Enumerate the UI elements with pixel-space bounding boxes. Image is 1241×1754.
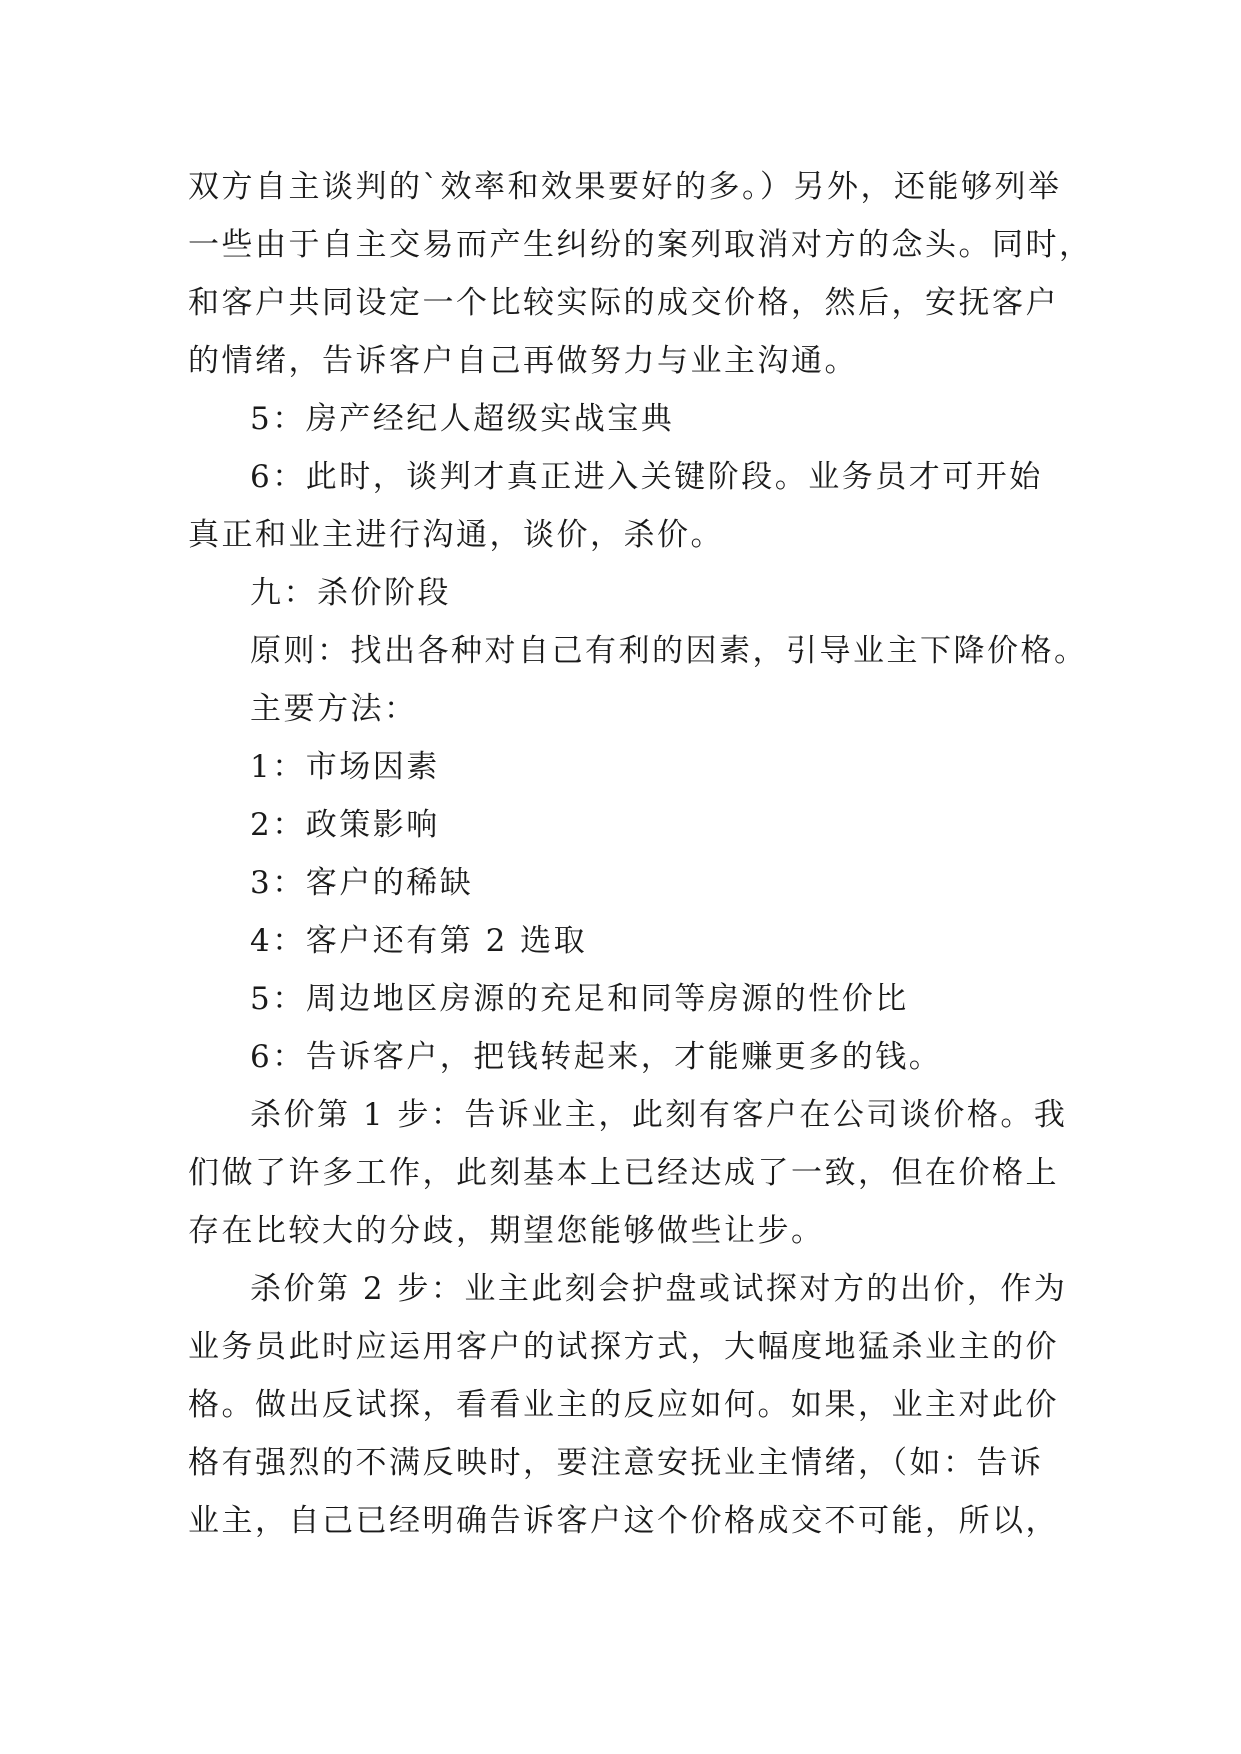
text-line: 和客户共同设定一个比较实际的成交价格，然后，安抚客户	[188, 285, 1059, 321]
text-line: 业务员此时应运用客户的试探方式，大幅度地猛杀业主的价	[188, 1329, 1059, 1365]
text-line: 杀价第 2 步：业主此刻会护盘或试探对方的出价，作为	[250, 1271, 1068, 1307]
text-line: 的情绪，告诉客户自己再做努力与业主沟通。	[188, 343, 858, 379]
list-item: 1：市场因素	[250, 749, 440, 785]
text-line: 们做了许多工作，此刻基本上已经达成了一致，但在价格上	[188, 1155, 1059, 1191]
text-line: 杀价第 1 步：告诉业主，此刻有客户在公司谈价格。我	[250, 1097, 1068, 1133]
text-line: 真正和业主进行沟通，谈价，杀价。	[188, 517, 724, 553]
text-line: 主要方法：	[250, 691, 418, 727]
list-item: 5：周边地区房源的充足和同等房源的性价比	[250, 981, 909, 1017]
text-line: 格有强烈的不满反映时，要注意安抚业主情绪，（如：告诉	[188, 1445, 1044, 1481]
text-line: 业主，自己已经明确告诉客户这个价格成交不可能，所以，	[188, 1503, 1059, 1539]
document-body	[188, 158, 1093, 1550]
list-item: 2：政策影响	[250, 807, 440, 843]
text-line: 5：房产经纪人超级实战宝典	[250, 401, 675, 437]
text-line: 双方自主谈判的`效率和效果要好的多。）另外，还能够列举	[188, 169, 1062, 205]
text-line: 格。做出反试探，看看业主的反应如何。如果，业主对此价	[188, 1387, 1059, 1423]
text-line: 一些由于自主交易而产生纠纷的案列取消对方的念头。同时，	[188, 227, 1093, 263]
text-line: 6：此时，谈判才真正进入关键阶段。业务员才可开始	[250, 459, 1043, 495]
section-heading: 九：杀价阶段	[250, 575, 451, 611]
text-line: 原则：找出各种对自己有利的因素，引导业主下降价格。	[250, 633, 1088, 669]
text-line: 存在比较大的分歧，期望您能够做些让步。	[188, 1213, 825, 1249]
list-item: 4：客户还有第 2 选取	[250, 923, 588, 959]
list-item: 3：客户的稀缺	[250, 865, 474, 901]
list-item: 6：告诉客户，把钱转起来，才能赚更多的钱。	[250, 1039, 943, 1075]
